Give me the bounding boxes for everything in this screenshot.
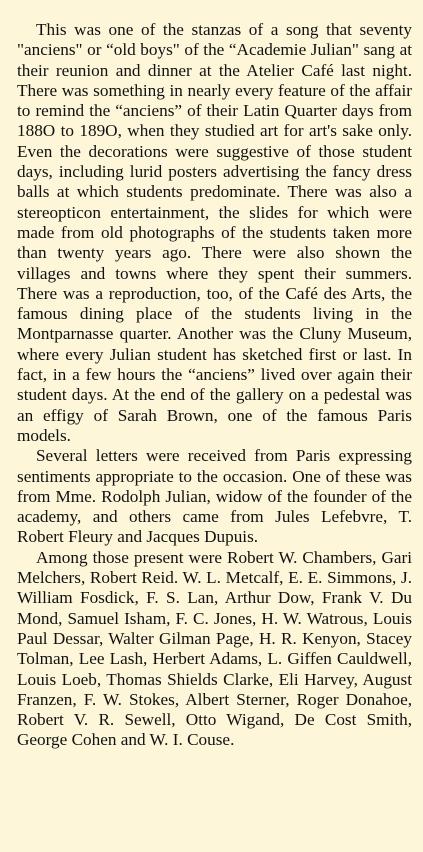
- paragraph-reunion-description: This was one of the stanzas of a song that seventy "anciens" or “old boys" of the “Academie Julian" sang at their reunion and dinner at the Atelier Café last night. There was something in nearly every feature of the affair to remind the “anciens” of their Latin Quarter days from 188O to 189O, when they studied art for art's sake only. Even the decorations were suggestive of those student days, including lurid posters advertising the fancy dress balls at which students predominate. There was also a stereopticon entertainment, the slides for which were made from old photographs of the students taken more than twenty years ago. There were also shown the villages and towns where they spent their summers. There was a reproduction, too, of the Café des Arts, the famous dining place of the students living in the Montparnasse quarter. Another was the Cluny Museum, where every Julian student has sketched first or last. In fact, in a few hours the “anciens” lived over again their student days. At the end of the gallery on a pedestal was an effigy of Sarah Brown, one of the famous Paris models.: [17, 20, 412, 445]
- paragraph-letters-received: Several letters were received from Paris expressing sentiments appropriate to the occasion. One of these was from Mme. Rodolph Julian, widow of the founder of the academy, and others came from Jules Lefebvre, T. Robert Fleury and Jacques Dupuis.: [17, 446, 412, 547]
- paragraph-attendees-list: Among those present were Robert W. Chambers, Gari Melchers, Robert Reid. W. L. Metcalf, E. E. Simmons, J. William Fosdick, F. S. Lan, Arthur Dow, Frank V. Du Mond, Samuel Isham, F. C. Jones, H. W. Watrous, Louis Paul Dessar, Walter Gilman Page, H. R. Kenyon, Stacey Tolman, Lee Lash, Herbert Adams, L. Giffen Cauldwell, Louis Loeb, Thomas Shields Clarke, Eli Harvey, August Franzen, F. W. Stokes, Albert Sterner, Roger Donahoe, Robert V. R. Sewell, Otto Wigand, De Cost Smith, George Cohen and W. I. Couse.: [17, 547, 412, 750]
